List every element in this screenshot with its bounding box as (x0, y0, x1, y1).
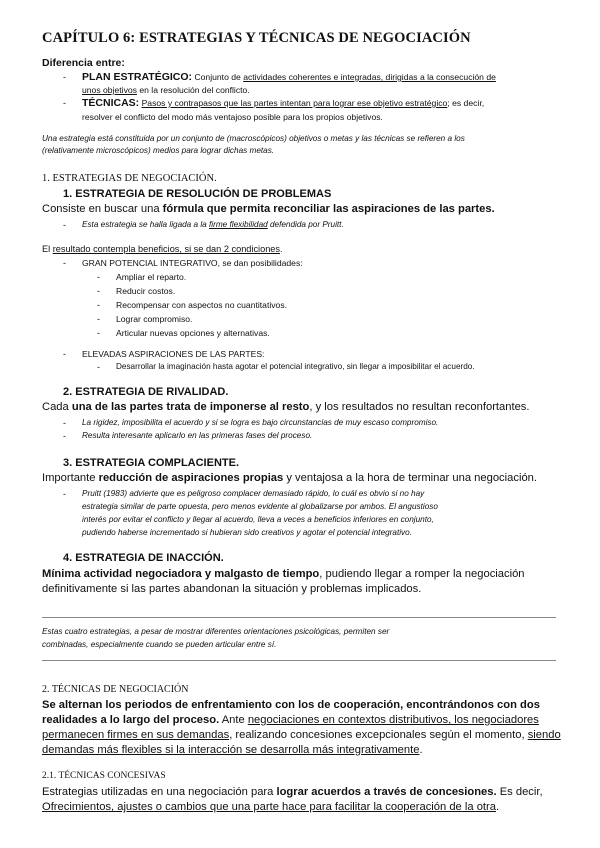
bullet-dash: - (63, 258, 66, 268)
sub-post: defendida por Pruitt. (267, 220, 344, 229)
definition-note-line-1: Una estrategia está constituida por un conjunto de (macroscópicos) objetivos o metas y las técnicas se refieren a los (42, 134, 465, 143)
bullet-dash: - (97, 272, 100, 282)
plan-text-underlined: actividades coherentes e integradas, dirigidas a la consecución de (243, 72, 496, 82)
s3-bold: reducción de aspiraciones propias (98, 472, 284, 484)
strategy-3-title: 3. ESTRATEGIA COMPLACIENTE. (63, 457, 240, 469)
s2-l4-post: . (419, 744, 423, 756)
diferencia-heading: Diferencia entre: (42, 57, 125, 69)
section-1-heading: 1. ESTRATEGIAS DE NEGOCIACIÓN. (42, 173, 217, 184)
plan-objetivos: unos objetivos (82, 85, 137, 95)
gpi-item: Recompensar con aspectos no cuantitativos. (116, 300, 288, 310)
bullet-dash: - (97, 286, 100, 296)
divider (42, 617, 556, 618)
s2-post: , y los resultados no resultan reconfortantes. (309, 401, 530, 413)
bullet-dash: - (63, 72, 66, 82)
s21-bold: lograr acuerdos a través de concesiones. (276, 786, 497, 798)
cond-pre: El (42, 244, 53, 254)
section-2-1-line-1 (42, 785, 543, 800)
strategy-1-text (42, 202, 495, 217)
sub-pre: Esta estrategia se halla ligada a la (82, 220, 209, 229)
s21-pre: Estrategias utilizadas en una negociación para (42, 786, 277, 798)
strategy-4-line2: definitivamente si las partes abandonan la situación y problemas implicados. (42, 583, 422, 595)
tecnicas-rest: ; es decir, (447, 98, 485, 108)
bullet-dash: - (63, 418, 66, 428)
closing-note-line-1: Estas cuatro estrategias, a pesar de mostrar diferentes orientaciones psicológicas, permiten ser (42, 627, 390, 636)
section-2-line-2 (42, 713, 539, 728)
strategy-1-title: 1. ESTRATEGIA DE RESOLUCIÓN DE PROBLEMAS (63, 188, 332, 200)
s4-post: , pudiendo llegar a romper la negociación (319, 568, 525, 580)
s2-l2-u: negociaciones en contextos distributivos, los negociadores (247, 714, 539, 726)
section-2-1-line-2 (42, 800, 499, 815)
s2-l2-bold: realidades a lo largo del proceso. (42, 714, 220, 726)
divider (42, 660, 556, 661)
bullet-dash: - (63, 489, 66, 499)
strategy-3-para-line: estrategia similar de parte opuesta, pero menos evidente al globalizarse por ambos. El angustioso (82, 502, 438, 511)
plan-estrategico-line-1 (82, 71, 496, 83)
eap-item: Desarrollar la imaginación hasta agotar el potencial integrativo, sin llegar a imposibilitar el acuerdo. (116, 362, 475, 371)
chapter-title: CAPÍTULO 6: ESTRATEGIAS Y TÉCNICAS DE NEGOCIACIÓN (42, 30, 471, 46)
bullet-dash: - (63, 220, 66, 230)
strategy-3-para-line: interés por evitar el conflicto y llegar al acuerdo, lleva a veces a beneficios inferiores en conjunto, (82, 515, 434, 524)
firme-flexibilidad: firme flexibilidad (209, 220, 268, 229)
strategy-4-text (42, 567, 525, 582)
strategy-3-para-line: Pruitt (1983) advierte que es peligroso complacer demasiado rápido, lo cuál es obvio si no hay (82, 489, 425, 498)
gpi-heading: GRAN POTENCIAL INTEGRATIVO, se dan posibilidades: (82, 258, 303, 268)
strategy-3-para-line: pudiendo haberse incrementado si hubieran sido creativos y agotar el potencial integrativo. (82, 528, 412, 537)
strategy-2-title: 2. ESTRATEGIA DE RIVALIDAD. (63, 386, 229, 398)
s2-l4-u: demandas más flexibles si la interacción se desarrolla más integrativamente (42, 744, 420, 756)
closing-note-line-2: combinadas, especialmente cuando se pueden articular entre sí. (42, 640, 277, 649)
tecnicas-line-1 (82, 97, 484, 109)
plan-label: PLAN ESTRATÉGICO: (82, 71, 193, 83)
plan-rest: en la resolución del conflicto. (136, 85, 250, 95)
strategy-2-text (42, 400, 530, 415)
section-2-heading: 2. TÉCNICAS DE NEGOCIACIÓN (42, 684, 189, 695)
s2-l3-u: permanecen firmes en sus demandas (42, 729, 230, 741)
bullet-dash: - (97, 314, 100, 324)
cond-post: . (280, 244, 283, 254)
s2-bold: una de las partes trata de imponerse al resto (71, 401, 310, 413)
section-2-1-heading: 2.1. TÉCNICAS CONCESIVAS (42, 771, 166, 781)
s2-l3-mid: , realizando concesiones excepcionales según el momento, (229, 729, 528, 741)
strategy-2-item: Resulta interesante aplicarlo en las primeras fases del proceso. (82, 431, 313, 440)
section-2-line-3 (42, 728, 561, 743)
bullet-dash: - (63, 98, 66, 108)
s21-post: Es decir, (496, 786, 543, 798)
strategy-1-bold: fórmula que permita reconciliar las aspiraciones de las partes. (162, 203, 495, 215)
tecnicas-label: TÉCNICAS: (82, 97, 140, 109)
strategy-3-text (42, 471, 537, 486)
cond-underlined: resultado contempla beneficios, si se dan 2 condiciones (52, 244, 281, 254)
tecnicas-underlined: Pasos y contrapasos que las partes intentan para lograr ese objetivo estratégico (141, 98, 448, 108)
s21-l2-post: . (495, 801, 500, 813)
s2-pre: Cada (42, 401, 72, 413)
s4-bold: Mínima actividad negociadora y malgasto de tiempo (42, 568, 320, 580)
s3-pre: Importante (42, 472, 99, 484)
strategy-1-pre: Consiste en buscar una (42, 203, 163, 215)
bullet-dash: - (63, 431, 66, 441)
gpi-item: Ampliar el reparto. (116, 272, 187, 282)
s2-l2-pre: Ante (219, 714, 248, 726)
plan-text: Conjunto de (192, 72, 244, 82)
s3-post: y ventajosa a la hora de terminar una negociación. (283, 472, 537, 484)
gpi-item: Articular nuevas opciones y alternativas. (116, 328, 270, 338)
definition-note-line-2: (relativamente microscópicos) medios para lograr dichas metas. (42, 146, 275, 155)
bullet-dash: - (97, 362, 100, 372)
section-2-line-1: Se alternan los periodos de enfrentamiento con los de cooperación, encontrándonos con dos (42, 699, 540, 711)
s2-l3-u2: siendo (527, 729, 561, 741)
plan-estrategico-line-2 (82, 84, 250, 96)
conditions-line (42, 243, 283, 255)
eap-heading: ELEVADAS ASPIRACIONES DE LAS PARTES: (82, 349, 265, 359)
section-2-line-4 (42, 743, 423, 758)
bullet-dash: - (97, 328, 100, 338)
s21-l2-u: Ofrecimientos, ajustes o cambios que una parte hace para facilitar la cooperación de la otra (42, 801, 496, 813)
gpi-item: Lograr compromiso. (116, 314, 193, 324)
tecnicas-line-2: resolver el conflicto del modo más ventajoso posible para los propios objetivos. (82, 112, 383, 122)
gpi-item: Reducir costos. (116, 286, 176, 296)
bullet-dash: - (63, 349, 66, 359)
strategy-4-title: 4. ESTRATEGIA DE INACCIÓN. (63, 552, 224, 564)
strategy-1-sub (82, 219, 344, 231)
bullet-dash: - (97, 300, 100, 310)
strategy-2-item: La rigidez, imposibilita el acuerdo y si se logra es bajo circunstancias de muy escaso compromiso. (82, 418, 439, 427)
